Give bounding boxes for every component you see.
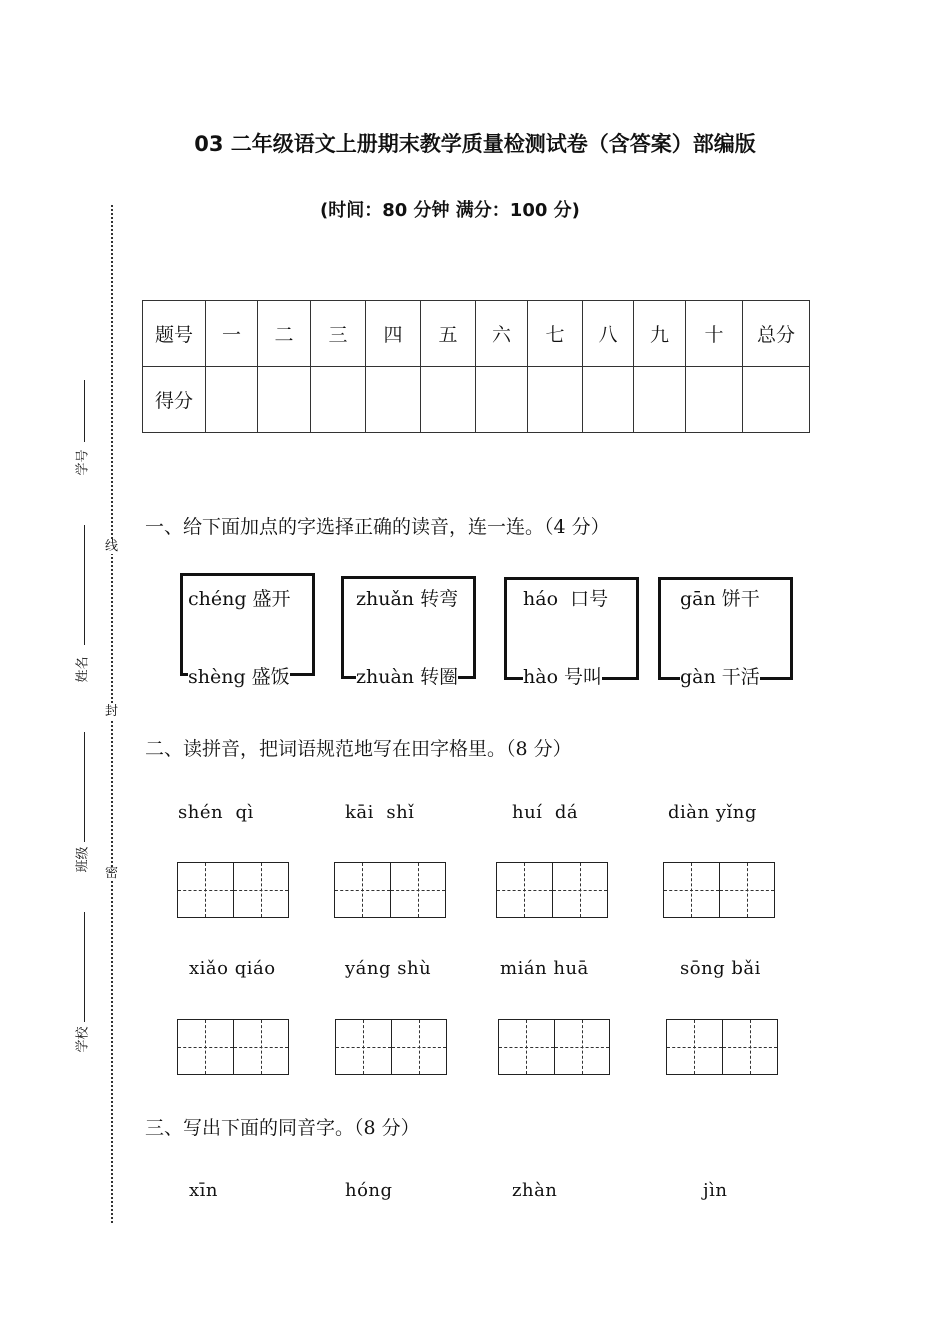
question-1-heading: 一、给下面加点的字选择正确的读音，连一连。（4 分） — [145, 516, 610, 538]
seal-char-line: 线 — [105, 539, 119, 554]
pinyin-prompt: huí dá — [512, 802, 579, 823]
score-cell[interactable] — [421, 367, 476, 433]
table-header-cell: 总分 — [743, 301, 810, 367]
reading-option[interactable]: zhuǎn 转弯 — [356, 588, 459, 610]
tianzige-grid[interactable] — [177, 1019, 289, 1075]
table-header-cell: 七 — [528, 301, 583, 367]
homophone-pinyin: hóng — [345, 1180, 393, 1201]
pinyin-prompt: kāi shǐ — [345, 802, 415, 823]
tianzige-grid[interactable] — [496, 862, 608, 918]
reading-option[interactable]: háo 口号 — [523, 588, 609, 610]
table-header-cell: 九 — [634, 301, 686, 367]
score-table-score-row — [143, 367, 810, 433]
reading-option[interactable]: gàn 干活 — [680, 662, 760, 689]
question-3-heading: 三、写出下面的同音字。（8 分） — [145, 1117, 420, 1139]
score-cell[interactable] — [743, 367, 810, 433]
score-table — [142, 300, 810, 433]
reading-option[interactable]: hào 号叫 — [523, 662, 602, 689]
name-underline — [84, 525, 85, 645]
school-underline — [84, 912, 85, 1022]
table-header-cell: 八 — [583, 301, 634, 367]
pinyin-prompt: yáng shù — [345, 958, 432, 979]
pinyin-prompt: mián huā — [500, 958, 589, 979]
score-cell[interactable] — [206, 367, 258, 433]
class-underline — [84, 732, 85, 842]
reading-option[interactable]: chéng 盛开 — [188, 588, 291, 610]
score-cell[interactable] — [634, 367, 686, 433]
pinyin-prompt: diàn yǐng — [668, 802, 757, 823]
score-cell[interactable] — [476, 367, 528, 433]
table-header-cell: 十 — [686, 301, 743, 367]
tianzige-grid[interactable] — [334, 862, 446, 918]
seal-char-secret: 密 — [105, 866, 119, 881]
score-cell[interactable] — [528, 367, 583, 433]
score-table-header-row — [143, 301, 810, 367]
score-cell[interactable] — [686, 367, 743, 433]
homophone-pinyin: jìn — [703, 1180, 728, 1201]
score-cell[interactable] — [583, 367, 634, 433]
table-header-cell: 一 — [206, 301, 258, 367]
exam-time-info: (时间：80 分钟 满分：100 分) — [320, 200, 580, 221]
name-label: 姓名 — [75, 656, 91, 683]
table-header-cell: 四 — [366, 301, 421, 367]
table-header-cell: 题号 — [143, 301, 206, 367]
tianzige-grid[interactable] — [666, 1019, 778, 1075]
pinyin-prompt: sōng bǎi — [680, 958, 761, 979]
tianzige-grid[interactable] — [335, 1019, 447, 1075]
score-row-label: 得分 — [143, 367, 206, 433]
class-label: 班级 — [75, 846, 91, 873]
table-header-cell: 六 — [476, 301, 528, 367]
table-header-cell: 三 — [311, 301, 366, 367]
page-title: 03 二年级语文上册期末教学质量检测试卷（含答案）部编版 — [194, 132, 756, 156]
homophone-pinyin: xīn — [189, 1180, 219, 1201]
student-id-label: 学号 — [75, 449, 91, 476]
tianzige-grid[interactable] — [663, 862, 775, 918]
pinyin-prompt: shén qì — [178, 802, 254, 823]
reading-option[interactable]: shèng 盛饭 — [188, 662, 290, 689]
score-cell[interactable] — [366, 367, 421, 433]
score-cell[interactable] — [311, 367, 366, 433]
tianzige-grid[interactable] — [498, 1019, 610, 1075]
homophone-pinyin: zhàn — [512, 1180, 558, 1201]
question-2-heading: 二、读拼音，把词语规范地写在田字格里。（8 分） — [145, 738, 572, 760]
pinyin-prompt: xiǎo qiáo — [189, 958, 276, 979]
school-label: 学校 — [75, 1026, 91, 1053]
reading-option[interactable]: gān 饼干 — [680, 588, 760, 610]
table-header-cell: 五 — [421, 301, 476, 367]
table-header-cell: 二 — [258, 301, 311, 367]
student-id-underline — [84, 380, 85, 442]
seal-char-seal: 封 — [105, 704, 119, 719]
tianzige-grid[interactable] — [177, 862, 289, 918]
score-cell[interactable] — [258, 367, 311, 433]
reading-option[interactable]: zhuàn 转圈 — [356, 662, 458, 689]
